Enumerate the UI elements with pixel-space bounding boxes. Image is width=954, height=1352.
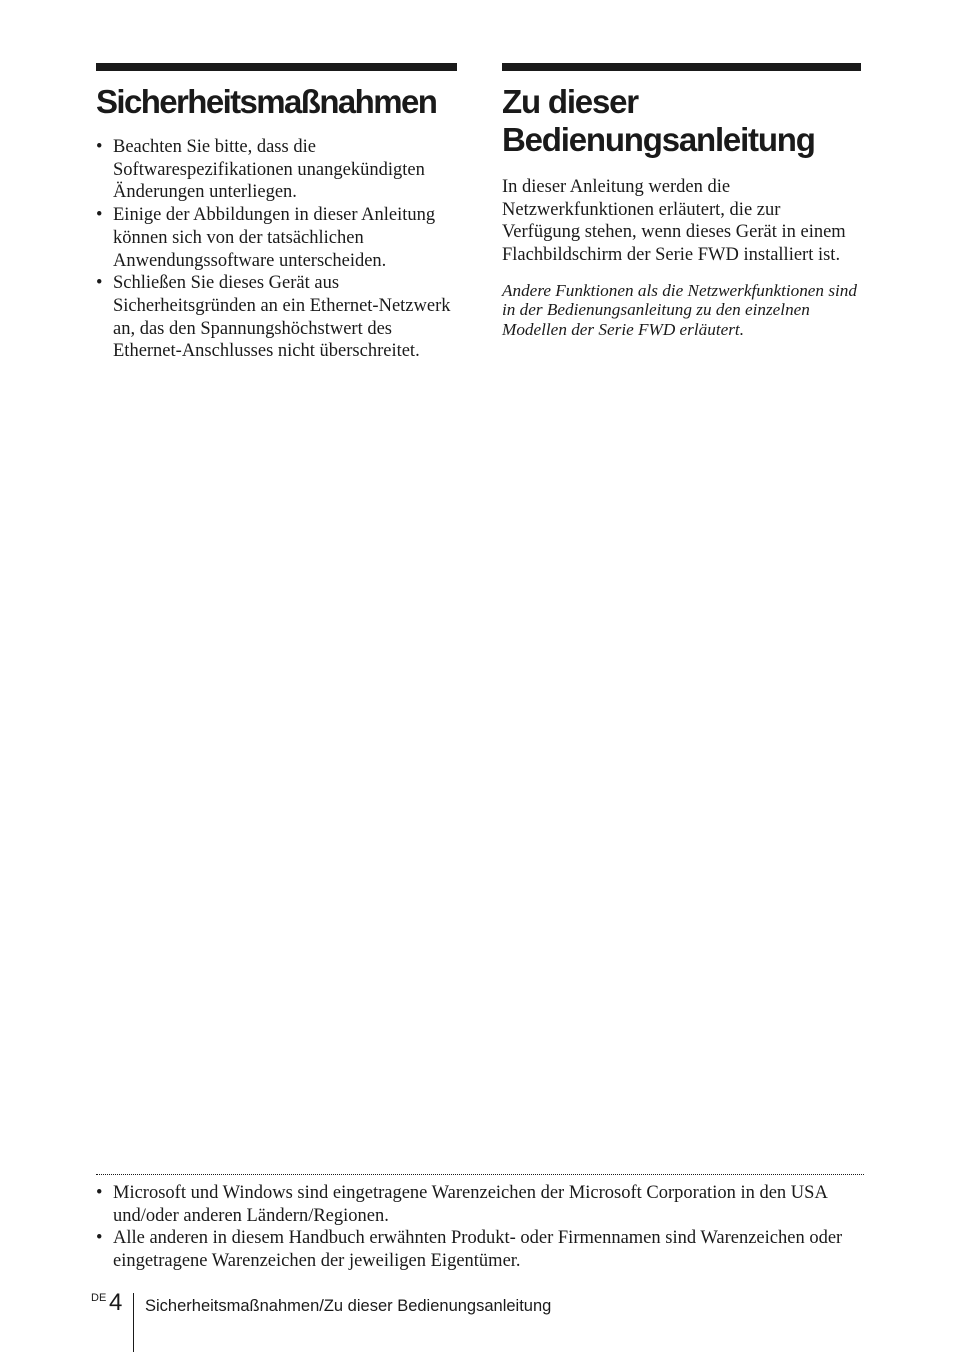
page-footer bbox=[90, 1288, 690, 1352]
footnote-divider bbox=[96, 1174, 864, 1175]
intro-paragraph: In dieser Anleitung werden die Netzwerkfunktionen erläutert, die zur Verfügung stehen, wenn dieses Gerät in einem Flachbildschirm der Serie FWD installiert ist. bbox=[502, 177, 846, 266]
heading-rule bbox=[502, 63, 861, 71]
page-number: 4 bbox=[109, 1289, 123, 1316]
safety-bullet-list bbox=[96, 136, 457, 363]
section-heading-about-manual: Zu dieser Bedienungsanleitung bbox=[502, 83, 815, 158]
heading-rule bbox=[96, 63, 457, 71]
language-code: DE bbox=[91, 1292, 107, 1304]
section-heading-safety: Sicherheitsmaßnahmen bbox=[96, 83, 437, 120]
running-title: Sicherheitsmaßnahmen/Zu dieser Bedienungsanleitung bbox=[145, 1297, 552, 1315]
list-item: • Beachten Sie bitte, dass die Softwarespezifikationen unangekündigten Änderungen unterliegen. bbox=[96, 136, 457, 204]
left-column bbox=[96, 63, 457, 363]
list-item: • Microsoft und Windows sind eingetragene Warenzeichen der Microsoft Corporation in den USA und/oder anderen Ländern/Regionen. bbox=[96, 1182, 866, 1227]
footer-divider bbox=[133, 1293, 134, 1352]
list-item: • Einige der Abbildungen in dieser Anleitung können sich von der tatsächlichen Anwendungssoftware unterscheiden. bbox=[96, 204, 457, 272]
list-item: • Schließen Sie dieses Gerät aus Sicherheitsgründen an ein Ethernet-Netzwerk an, das den Spannungshöchstwert des Ethernet-Anschlusses nicht überschreitet. bbox=[96, 272, 457, 363]
right-column bbox=[502, 63, 861, 339]
list-item: • Alle anderen in diesem Handbuch erwähnten Produkt- oder Firmennamen sind Warenzeichen oder eingetragene Warenzeichen der jeweiligen Eigentümer. bbox=[96, 1227, 866, 1272]
italic-note: Andere Funktionen als die Netzwerkfunktionen sind in der Bedienungsanleitung zu den einzelnen Modellen der Serie FWD erläutert. bbox=[502, 280, 857, 339]
trademark-footnotes bbox=[96, 1182, 866, 1273]
